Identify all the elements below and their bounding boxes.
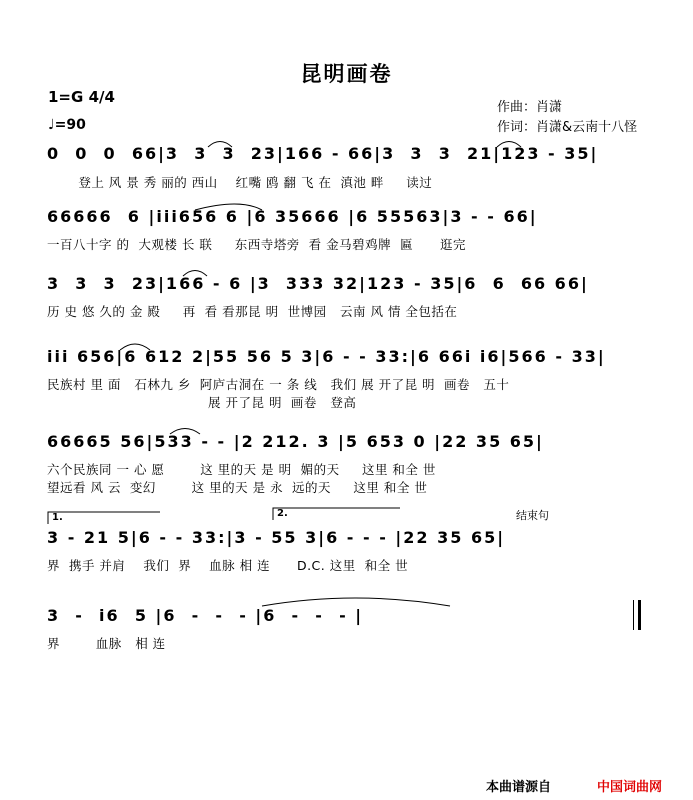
- composer-credit: 作曲：肖潇: [497, 100, 563, 115]
- key-label: 1=G: [48, 88, 84, 106]
- notes-line: 3 - i6 5 |6 - - - |6 - - - |: [47, 606, 364, 625]
- lyrics-line: 界 携手 并肩 我们 界 血脉 相 连 D.C. 这里 和全 世: [47, 558, 409, 573]
- notes-line: 66665 56|533 - - |2 212. 3 |5 653 0 |22 35 65|: [47, 432, 544, 451]
- lyrics-line: 六个民族同 一 心 愿 这 里的天 是 明 媚的天 这里 和全 世: [47, 462, 436, 477]
- footer-site-name[interactable]: 中国词曲网: [597, 780, 663, 795]
- volta-1-label: 1.: [52, 512, 63, 523]
- notes-line: 3 3 3 23|166 - 6 |3 333 32|123 - 35|6 6 66 66|: [47, 274, 589, 293]
- lyrics-line: 民族村 里 面 石林九 乡 阿庐古洞在 一 条 线 我们 展 开了昆 明 画卷 五十: [47, 377, 510, 392]
- notes-line: 3 - 21 5|6 - - 33:|3 - 55 3|6 - - - |22 35 65|: [47, 528, 506, 547]
- lyrics-line: 历 史 悠 久的 金 殿 再 看 看那昆 明 世博园 云南 风 情 全包括在: [47, 304, 458, 319]
- time-signature: 4/4: [88, 88, 115, 106]
- tempo-marking: ♩=90: [48, 117, 86, 133]
- lyrics-line-2: 望远看 风 云 变幻 这 里的天 是 永 远的天 这里 和全 世: [47, 480, 428, 495]
- lyrics-line: 登上 风 景 秀 丽的 西山 红嘴 鸥 翻 飞 在 滇池 畔 读过: [47, 175, 433, 190]
- ending-label: 结束句: [516, 509, 549, 522]
- lyrics-line: 一百八十字 的 大观楼 长 联 东西寺塔旁 看 金马碧鸡牌 匾 逛完: [47, 237, 466, 252]
- lyricist-credit: 作词：肖潇&云南十八怪: [497, 120, 638, 135]
- notes-line: 66666 6 |iii656 6 |6 35666 |6 55563|3 - - 66|: [47, 207, 538, 226]
- notes-line: iii 656|6 612 2|55 56 5 3|6 - - 33:|6 66i i6|566 - 33|: [47, 347, 606, 366]
- volta-2-label: 2.: [277, 508, 288, 519]
- song-title: 昆明画卷: [300, 62, 393, 86]
- footer-source-label: 本曲谱源自: [486, 780, 552, 795]
- lyrics-line-2: 展 开了昆 明 画卷 登高: [47, 395, 357, 410]
- notes-line: 0 0 0 66|3 3 3 23|166 - 66|3 3 3 21|123 - 35|: [47, 144, 599, 163]
- lyrics-line: 界 血脉 相 连: [47, 636, 166, 651]
